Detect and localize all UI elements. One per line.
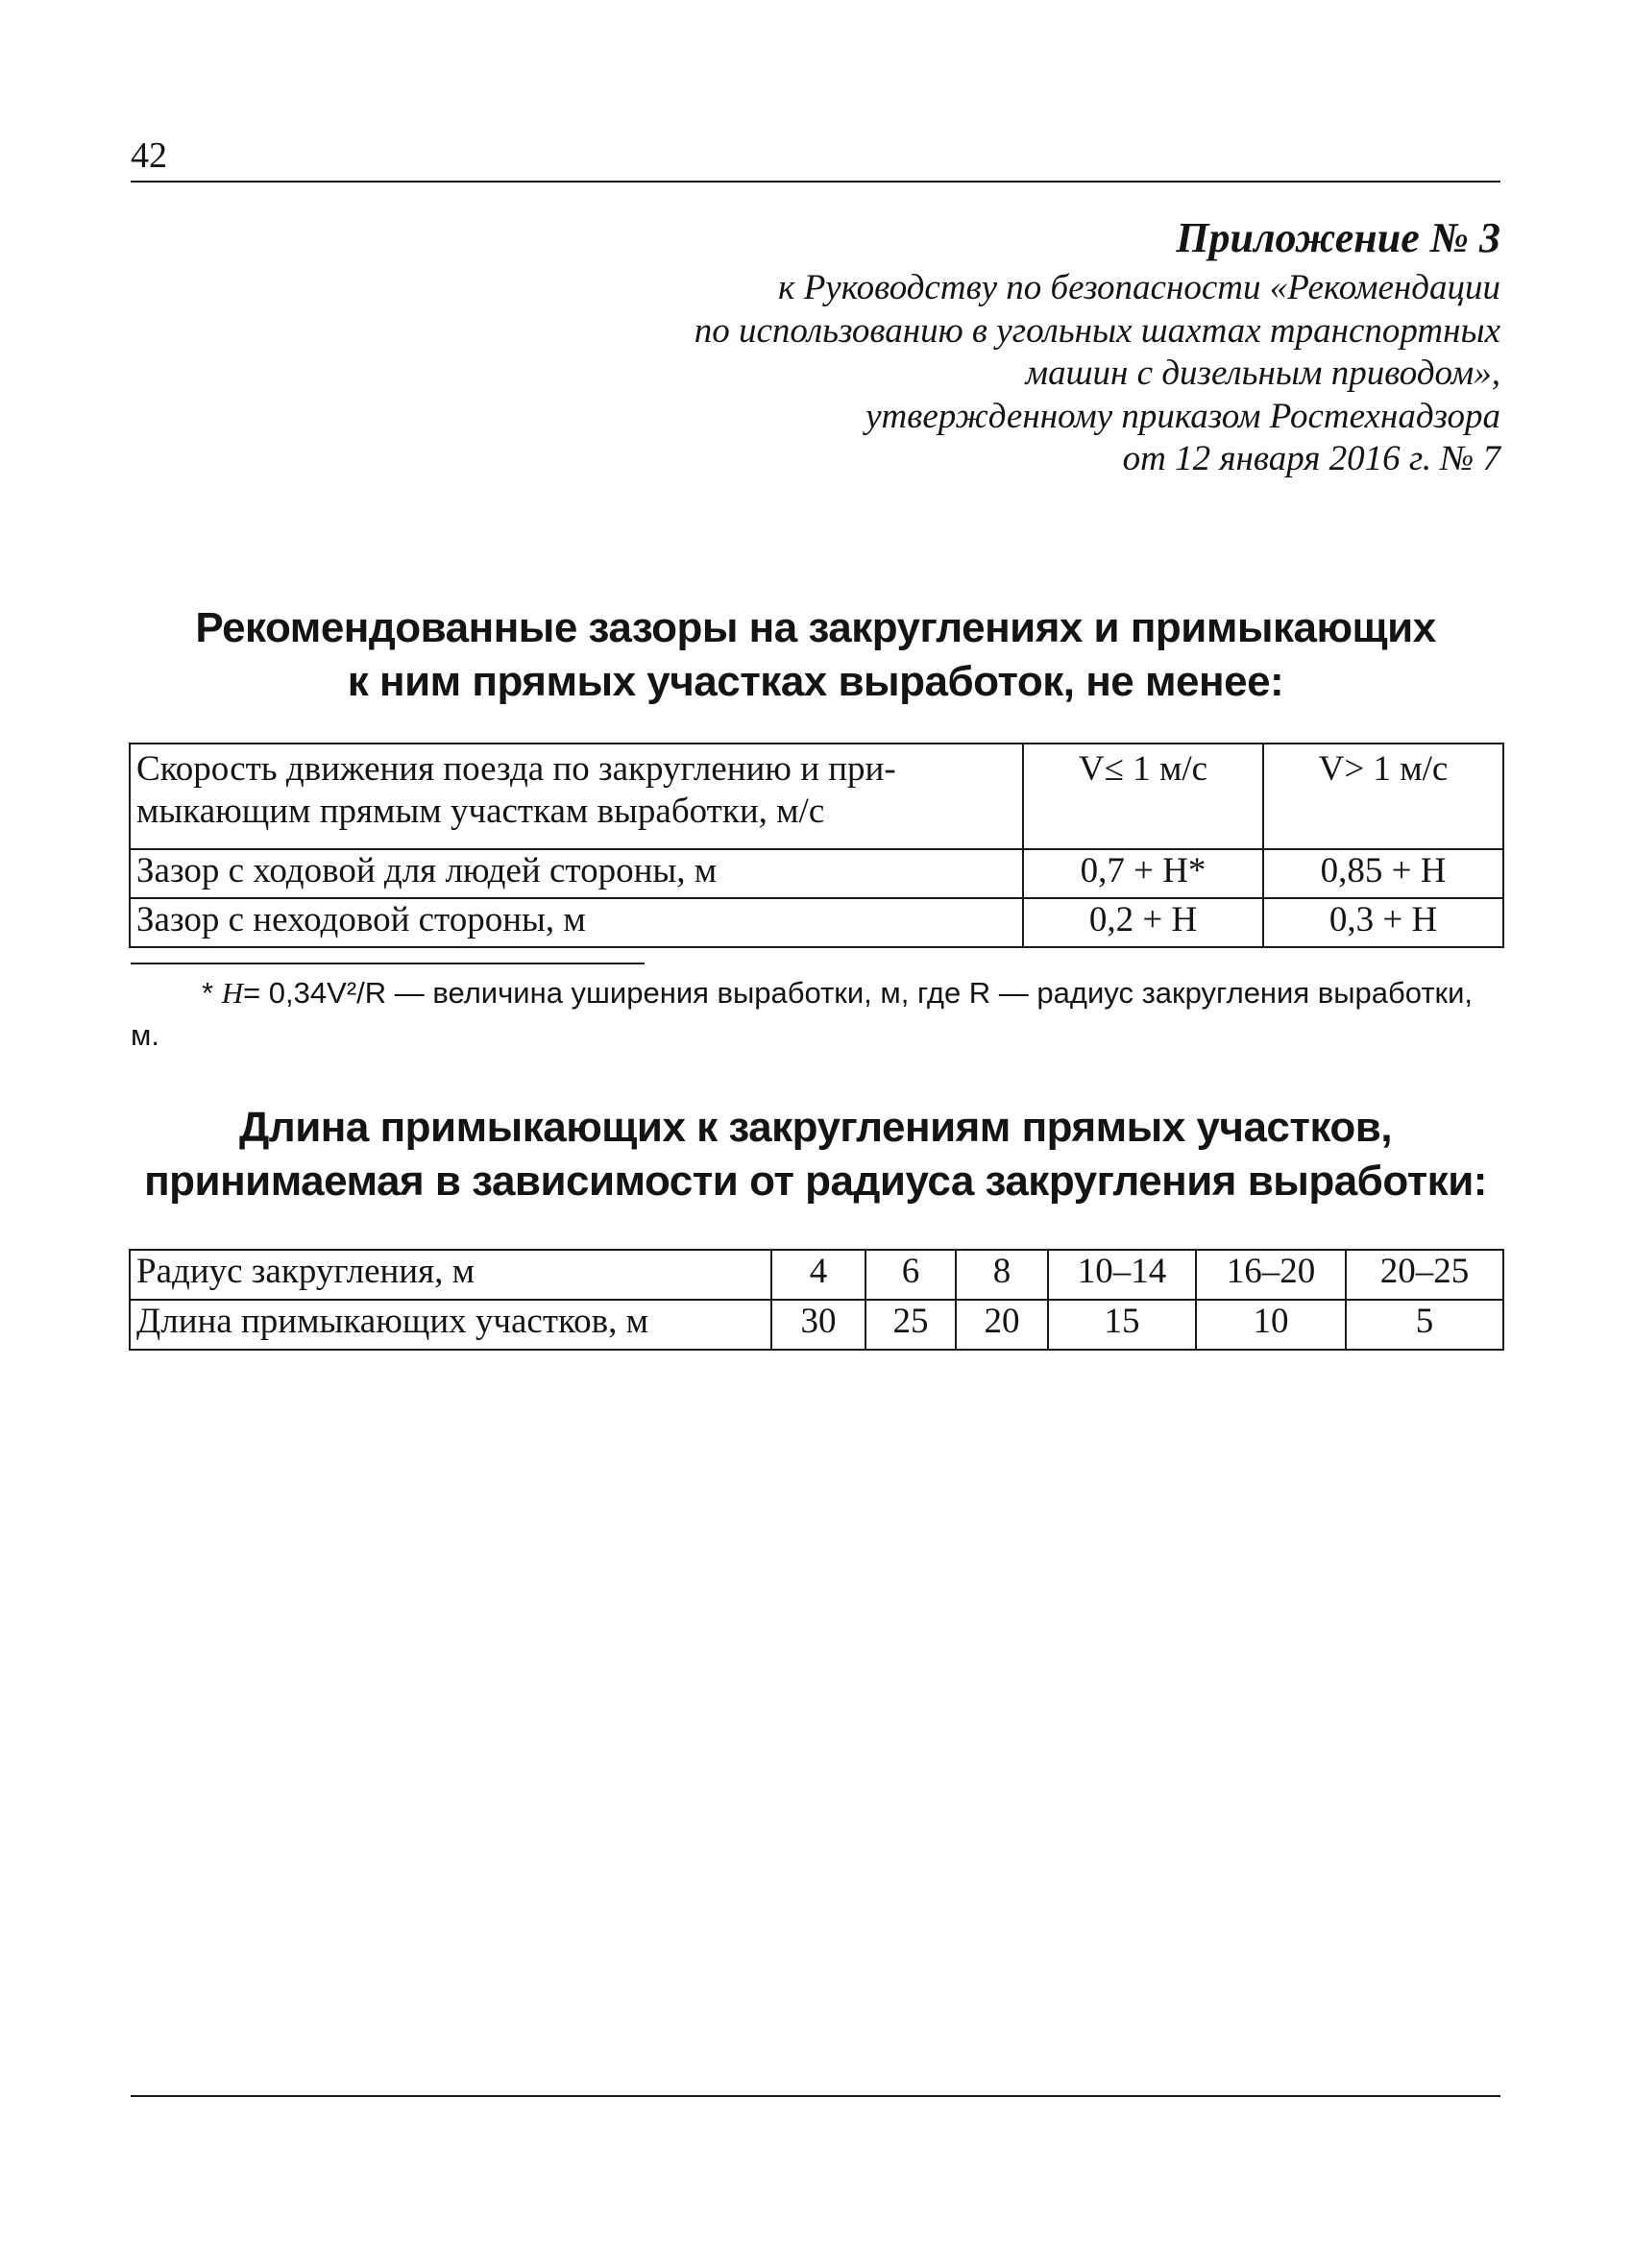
cell-value: 25: [865, 1300, 956, 1350]
appendix-line: машин с дизельным приводом»,: [1025, 354, 1500, 393]
appendix-line: утвержденному приказом Ростехнадзора: [865, 396, 1500, 436]
appendix-line: по использованию в угольных шахтах транспортных: [694, 310, 1500, 351]
row-label: Зазор с ходовой для людей стороны, м: [130, 849, 1023, 898]
table-row: [130, 898, 1503, 947]
appendix-line: к Руководству по безопасности «Рекомендации: [778, 268, 1500, 307]
footnote-text: — величина уширения выработки, м, где R — радиус закругления выработки, м.: [131, 976, 1474, 1052]
row-label: Радиус закругления, м: [130, 1250, 771, 1300]
header-speed-low: V≤ 1 м/с: [1023, 744, 1263, 849]
footnote-rule: [131, 963, 645, 964]
footnote-formula-lhs: H: [221, 976, 244, 1010]
page-number: 42: [131, 135, 167, 176]
cell-value: 0,85 + H: [1263, 849, 1503, 898]
footnote-formula-rhs: = 0,34V²/R: [243, 976, 387, 1010]
cell-value: 0,3 + H: [1263, 898, 1503, 947]
appendix-title: Приложение № 3: [1176, 214, 1500, 261]
appendix-block: [444, 209, 1500, 481]
cell-value: 30: [771, 1300, 865, 1350]
header-rule: [131, 181, 1500, 183]
table-row: [130, 1250, 1503, 1300]
header-speed-high: V> 1 м/с: [1263, 744, 1503, 849]
row-label: Зазор с неходовой стороны, м: [130, 898, 1023, 947]
cell-value: 5: [1346, 1300, 1503, 1350]
clearances-heading: [131, 601, 1500, 709]
footnote: [131, 972, 1499, 1057]
heading-line: Длина примыкающих к закруглениям прямых участков,: [238, 1104, 1393, 1151]
footer-rule: [131, 2095, 1500, 2097]
straight-sections-table: [129, 1249, 1504, 1351]
cell-value: 15: [1048, 1300, 1196, 1350]
appendix-line: от 12 января 2016 г. № 7: [1122, 439, 1500, 478]
heading-line: принимаемая в зависимости от радиуса закругления выработки:: [144, 1158, 1487, 1205]
straight-sections-heading: [131, 1101, 1500, 1208]
table-header-row: [130, 744, 1503, 849]
cell-value: 6: [865, 1250, 956, 1300]
row-label: Длина примыкающих участков, м: [130, 1300, 771, 1350]
cell-value: 0,7 + H*: [1023, 849, 1263, 898]
cell-value: 20: [956, 1300, 1048, 1350]
cell-value: 16–20: [1196, 1250, 1346, 1300]
cell-value: 0,2 + H: [1023, 898, 1263, 947]
table-row: [130, 849, 1503, 898]
clearances-table: [129, 743, 1504, 948]
heading-line: к ним прямых участках выработок, не менее:: [347, 658, 1284, 705]
cell-value: 10–14: [1048, 1250, 1196, 1300]
cell-value: 10: [1196, 1300, 1346, 1350]
cell-value: 8: [956, 1250, 1048, 1300]
cell-value: 20–25: [1346, 1250, 1503, 1300]
footnote-marker: *: [202, 976, 214, 1010]
heading-line: Рекомендованные зазоры на закруглениях и примыкающих: [195, 604, 1436, 651]
table-row: [130, 1300, 1503, 1350]
header-description: Скорость движения поезда по закруглению и при-мыкающим прямым участкам выработки, м/с: [130, 744, 1023, 849]
cell-value: 4: [771, 1250, 865, 1300]
